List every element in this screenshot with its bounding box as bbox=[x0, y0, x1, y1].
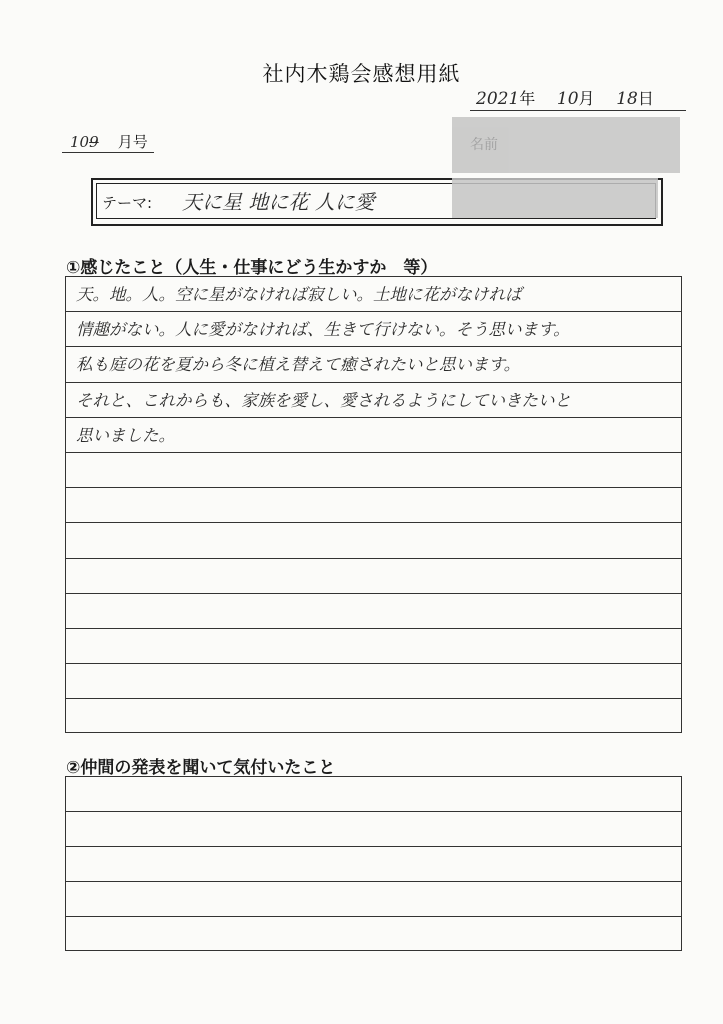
writing-line bbox=[66, 593, 681, 628]
theme-label: テーマ: bbox=[102, 194, 153, 212]
issue-number: 10 bbox=[70, 133, 90, 151]
theme-redaction bbox=[452, 178, 658, 218]
writing-line bbox=[66, 811, 681, 846]
handwritten-text: 私も庭の花を夏から冬に植え替えて癒されたいと思います。 bbox=[76, 355, 521, 375]
writing-line bbox=[66, 698, 681, 733]
writing-line bbox=[66, 382, 681, 417]
issue-field bbox=[70, 131, 148, 152]
date-day-label: 日 bbox=[637, 89, 654, 108]
writing-line bbox=[66, 487, 681, 522]
section2-heading: ②仲間の発表を聞いて気付いたこと bbox=[66, 758, 336, 778]
name-label: 名前 bbox=[470, 137, 498, 153]
handwritten-text: 情趣がない。人に愛がなければ、生きて行けない。そう思います。 bbox=[76, 320, 570, 340]
issue-underline bbox=[62, 152, 154, 153]
writing-line bbox=[66, 663, 681, 698]
handwritten-text: 天。地。人。空に星がなければ寂しい。土地に花がなければ bbox=[76, 285, 522, 304]
section1-lines bbox=[65, 276, 682, 733]
section2-lines bbox=[65, 776, 682, 951]
writing-line bbox=[66, 846, 681, 881]
name-redaction bbox=[452, 117, 680, 173]
date-month: 10 bbox=[556, 89, 579, 109]
writing-line bbox=[66, 881, 681, 916]
writing-line bbox=[66, 417, 681, 452]
date-year-label: 年 bbox=[519, 89, 536, 108]
writing-line bbox=[66, 452, 681, 487]
section1-heading: ①感じたこと（人生・仕事にどう生かすか 等） bbox=[66, 258, 438, 278]
date-month-label: 月 bbox=[578, 89, 595, 108]
writing-line bbox=[66, 776, 681, 811]
writing-line bbox=[66, 522, 681, 557]
writing-line bbox=[66, 276, 681, 311]
issue-label: 月号 bbox=[117, 133, 148, 151]
issue-struck-digit: 9 bbox=[89, 133, 99, 151]
handwritten-text: 思いました。 bbox=[76, 425, 175, 445]
date-day: 18 bbox=[616, 89, 638, 109]
theme-value: 天に星 地に花 人に愛 bbox=[182, 190, 375, 214]
date-year: 2021 bbox=[476, 89, 520, 109]
writing-line bbox=[66, 628, 681, 663]
writing-line bbox=[66, 311, 681, 346]
writing-line bbox=[66, 346, 681, 381]
date-underline bbox=[470, 110, 686, 111]
handwritten-text: それと、これからも、家族を愛し、愛されるようにしていきたいと bbox=[76, 390, 571, 410]
date-field bbox=[476, 86, 654, 109]
form-title: 社内木鶏会感想用紙 bbox=[262, 62, 461, 86]
writing-line bbox=[66, 916, 681, 951]
writing-line bbox=[66, 558, 681, 593]
